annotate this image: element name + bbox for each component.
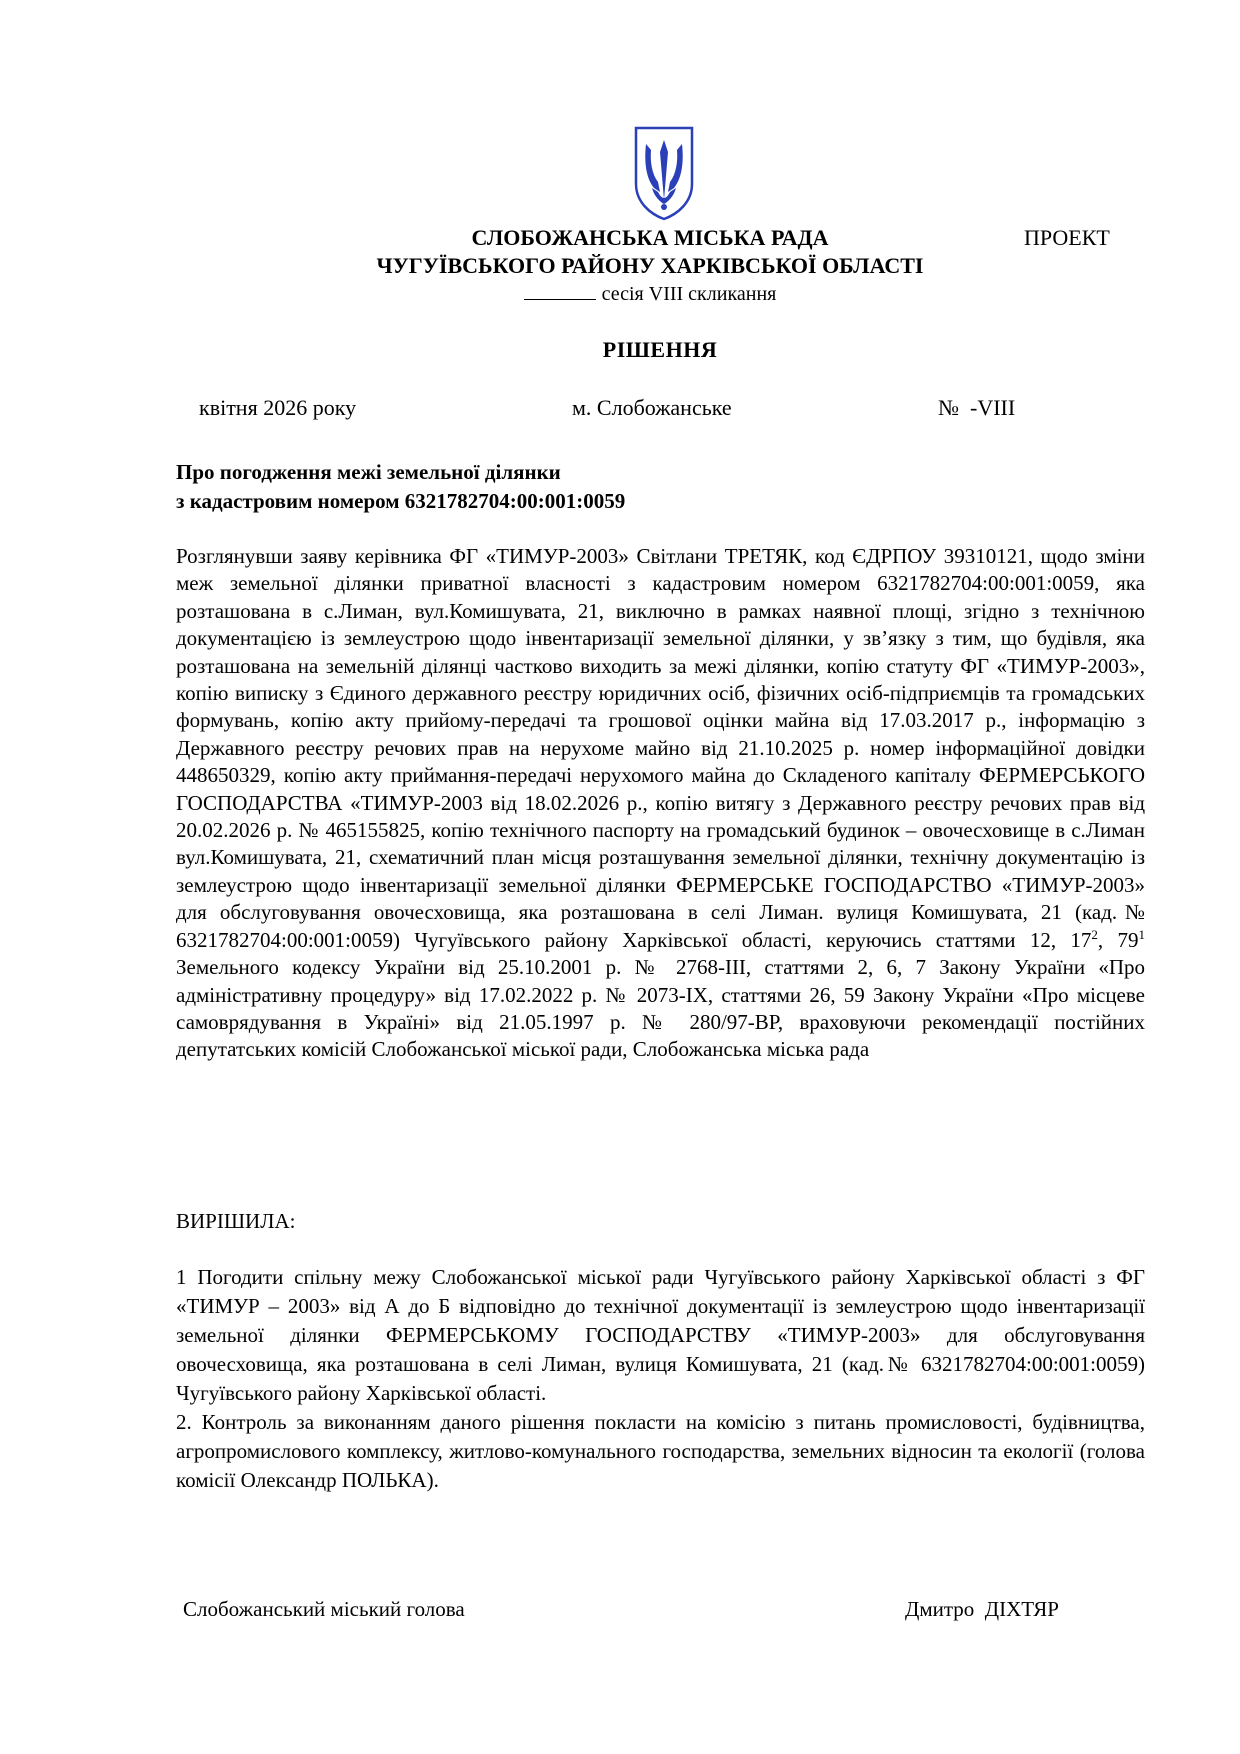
decision-title: РІШЕННЯ [602, 337, 718, 362]
trident-coat-of-arms-icon [630, 122, 698, 222]
signatory-name: Дмитро ДІХТЯР [905, 1597, 1059, 1621]
resolution-items [176, 1263, 1145, 1495]
superscript-1: 2 [1091, 926, 1098, 942]
signatory-title: Слобожанський міський голова [183, 1597, 465, 1621]
session-number-blank [524, 281, 596, 300]
superscript-2: 1 [1138, 926, 1145, 942]
resolution-item: 2. Контроль за виконанням даного рішення покласти на комісію з питань промисловості, будівництва, агропромислового комплексу, житлово-комунального господарства, земельних відносин та екології (голова комісії Олександр ПОЛЬКА). [176, 1410, 1145, 1492]
council-district: ЧУГУЇВСЬКОГО РАЙОНУ ХАРКІВСЬКОЇ ОБЛАСТІ [376, 253, 924, 278]
preamble-paragraph [176, 543, 1145, 1064]
decision-city: м. Слобожанське [572, 395, 732, 420]
session-label: сесія VIII скликання [601, 283, 777, 305]
project-mark: ПРОЕКТ [1024, 225, 1110, 250]
decision-number: № -VIII [938, 395, 1016, 420]
decision-subject [176, 458, 625, 516]
resolved-label: ВИРІШИЛА: [176, 1209, 296, 1233]
session-line [250, 281, 1050, 307]
resolution-item: 1 Погодити спільну межу Слобожанської міської ради Чугуївського району Харківської області з ФГ «ТИМУР – 2003» від А до Б відповідно до технічної документації із землеустрою щодо інвентаризації земельної ділянки ФЕРМЕРСЬКОМУ ГОСПОДАРСТВУ «ТИМУР-2003» для обслуговування овочесховища, яка розташована в селі Лиман, вулиця Комишувата, 21 (кад.№ 6321782704:00:001:0059) Чугуївського району Харківської області. [176, 1265, 1145, 1405]
preamble-part-1: Розглянувши заяву керівника ФГ «ТИМУР-2003» Світлани ТРЕТЯК, код ЄДРПОУ 39310121, щодо зміни меж земельної ділянки приватної власності з кадастровим номером 6321782704:00:001:0059, яка розташована в с.Лиман, вул.Комишувата, 21, виключно в рамках наявної площі, згідно з технічною документацією із землеустрою щодо інвентаризації земельної ділянки, у зв’язку з тим, що будівля, яка розташована на земельній ділянці частково виходить за межі ділянки, копію статуту ФГ «ТИМУР-2003», копію виписку з Єдиного державного реєстру юридичних осіб, фізичних осіб-підприємців та громадських формувань, копію акту прийому-передачі та грошової оцінки майна від 17.03.2017 р., інформацію з Державного реєстру речових прав на нерухоме майно від 21.10.2025 р. номер інформаційної довідки 448650329, копію акту приймання-передачі нерухомого майна до Складеного капіталу ФЕРМЕРСЬКОГО ГОСПОДАРСТВА «ТИМУР-2003 від 18.02.2026 р., копію витягу з Державного реєстру речових прав від 20.02.2026 р. № 465155825, копію технічного паспорту на громадський будинок – овочесховище в с.Лиман вул.Комишувата, 21, схематичний план місця розташування земельної ділянки, технічну документацію із землеустрою щодо інвентаризації земельної ділянки ФЕРМЕРСЬКЕ ГОСПОДАРСТВО «ТИМУР-2003» для обслуговування овочесховища, яка розташована в селі Лиман. вулиця Комишувата, 21 (кад.№ 6321782704:00:001:0059) Чугуївського району Харківської області, керуючись статтями 12, 17 [176, 544, 1145, 952]
subject-line-2: з кадастровим номером 6321782704:00:001:0059 [176, 489, 626, 513]
subject-line-1: Про погодження межі земельної ділянки [176, 460, 561, 484]
preamble-part-3: Земельного кодексу України від 25.10.2001 р. № 2768-ІІІ, статтями 2, 6, 7 Закону України «Про адміністративну процедуру» від 17.02.2022 р. № 2073-ІХ, статтями 26, 59 Закону України «Про місцеве самоврядування в Україні» від 21.05.1997 р. № 280/97-ВР, враховуючи рекомендації постійних депутатських комісій Слобожанської міської ради, Слобожанська міська рада [176, 955, 1145, 1062]
preamble-part-2: , 79 [1097, 927, 1139, 952]
council-name: СЛОБОЖАНСЬКА МІСЬКА РАДА [471, 225, 829, 250]
decision-date: квітня 2026 року [199, 395, 357, 420]
